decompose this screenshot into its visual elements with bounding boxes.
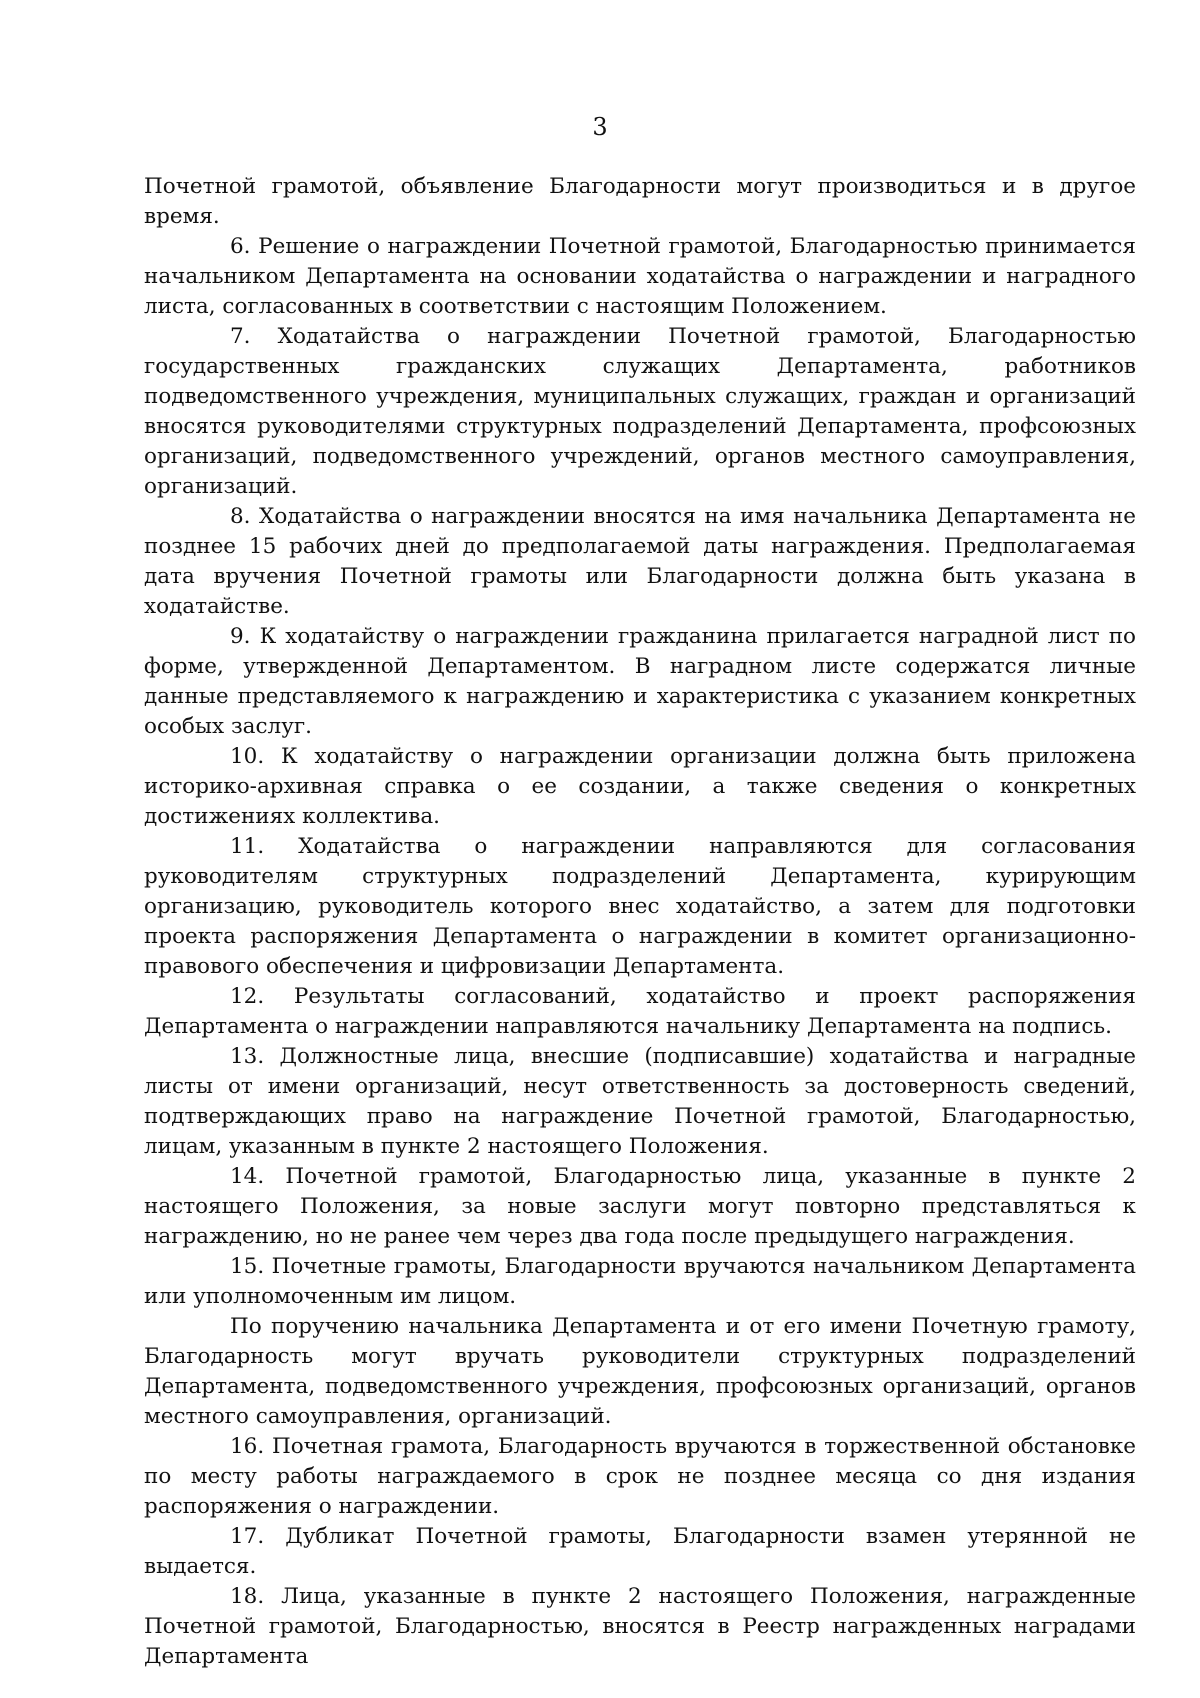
paragraph-item-18: 18. Лица, указанные в пункте 2 настоящего Положения, награжденные Почетной грамотой, Благодарностью, вносятся в Реестр награжденных наградами Департамента [144,1584,1136,1669]
paragraph-item-13: 13. Должностные лица, внесшие (подписавшие) ходатайства и наградные листы от имени организаций, несут ответственность за достоверность сведений, подтверждающих право на награждение Почетной грамотой, Благодарностью, лицам, указанным в пункте 2 настоящего Положения. [144,1044,1136,1159]
paragraph-item-17: 17. Дубликат Почетной грамоты, Благодарности взамен утерянной не выдается. [144,1524,1136,1579]
paragraph-item-14: 14. Почетной грамотой, Благодарностью лица, указанные в пункте 2 настоящего Положения, за новые заслуги могут повторно представляться к награждению, но не ранее чем через два года после предыдущего награждения. [144,1164,1136,1249]
paragraph-item-16: 16. Почетная грамота, Благодарность вручаются в торжественной обстановке по месту работы награждаемого в срок не позднее месяца со дня издания распоряжения о награждении. [144,1434,1136,1519]
paragraph-item-12: 12. Результаты согласований, ходатайство и проект распоряжения Департамента о награждении направляются начальнику Департамента на подпись. [144,984,1136,1039]
paragraph-item-15: 15. Почетные грамоты, Благодарности вручаются начальником Департамента или уполномоченным им лицом. [144,1254,1136,1309]
paragraph-item-9: 9. К ходатайству о награждении гражданина прилагается наградной лист по форме, утвержденной Департаментом. В наградном листе содержатся личные данные представляемого к награждению и характеристика с указанием конкретных особых заслуг. [144,624,1136,739]
paragraph-item-10: 10. К ходатайству о награждении организации должна быть приложена историко-архивная справка о ее создании, а также сведения о конкретных достижениях коллектива. [144,744,1136,829]
document-body [144,172,1136,1672]
paragraph-item-15-addendum: По поручению начальника Департамента и от его имени Почетную грамоту, Благодарность могут вручать руководители структурных подразделений Департамента, подведомственного учреждения, профсоюзных организаций, органов местного самоуправления, организаций. [144,1314,1136,1429]
paragraph-item-7: 7. Ходатайства о награждении Почетной грамотой, Благодарностью государственных гражданских служащих Департамента, работников подведомственного учреждения, муниципальных служащих, граждан и организаций вносятся руководителями структурных подразделений Департамента, профсоюзных организаций, подведомственного учреждений, органов местного самоуправления, организаций. [144,324,1136,499]
page-number: 3 [592,113,608,141]
paragraph-continuation: Почетной грамотой, объявление Благодарности могут производиться и в другое время. [144,174,1136,229]
paragraph-item-11: 11. Ходатайства о награждении направляются для согласования руководителям структурных подразделений Департамента, курирующим организацию, руководитель которого внес ходатайство, а затем для подготовки проекта распоряжения Департамента о награждении в комитет организационно-правового обеспечения и цифровизации Департамента. [144,834,1136,979]
paragraph-item-8: 8. Ходатайства о награждении вносятся на имя начальника Департамента не позднее 15 рабочих дней до предполагаемой даты награждения. Предполагаемая дата вручения Почетной грамоты или Благодарности должна быть указана в ходатайстве. [144,504,1136,619]
paragraph-item-6: 6. Решение о награждении Почетной грамотой, Благодарностью принимается начальником Департамента на основании ходатайства о награждении и наградного листа, согласованных в соответствии с настоящим Положением. [144,234,1136,319]
